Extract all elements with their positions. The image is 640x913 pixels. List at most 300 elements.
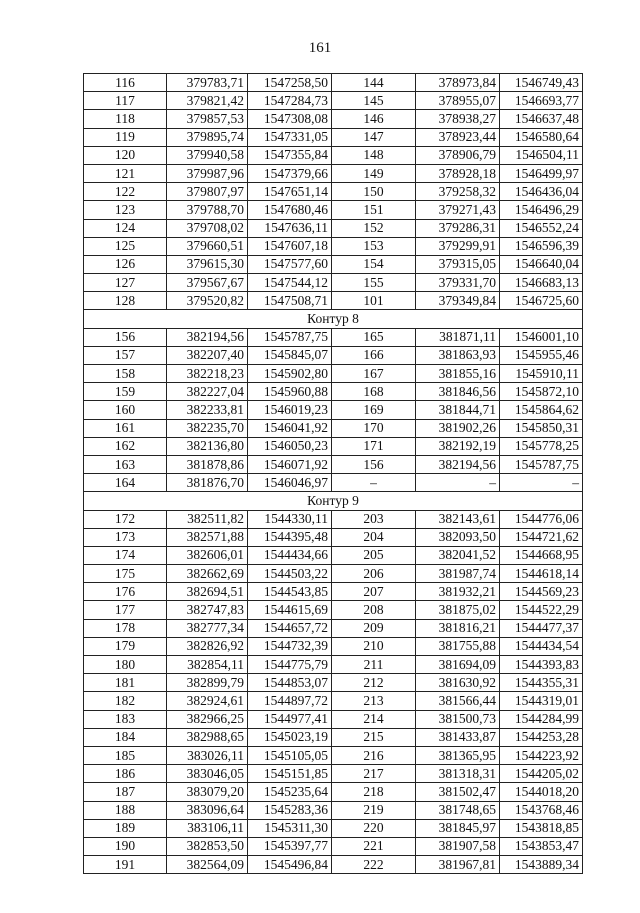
point-number-cell: 119: [84, 128, 167, 146]
x-coordinate-cell: 379286,31: [416, 219, 500, 237]
y-coordinate-cell: 1544223,92: [500, 746, 583, 764]
table-row: [84, 255, 583, 273]
point-number-cell: 151: [332, 201, 416, 219]
x-coordinate-cell: 381748,65: [416, 801, 500, 819]
y-coordinate-cell: 1544393,83: [500, 656, 583, 674]
x-coordinate-cell: 382854,11: [167, 656, 248, 674]
table-row: [84, 510, 583, 528]
y-coordinate-cell: 1546749,43: [500, 74, 583, 92]
y-coordinate-cell: 1545955,46: [500, 346, 583, 364]
y-coordinate-cell: 1546504,11: [500, 146, 583, 164]
point-number-cell: 176: [84, 583, 167, 601]
y-coordinate-cell: 1545778,25: [500, 437, 583, 455]
y-coordinate-cell: 1544618,14: [500, 565, 583, 583]
y-coordinate-cell: 1544395,48: [248, 528, 332, 546]
x-coordinate-cell: 382564,09: [167, 856, 248, 874]
x-coordinate-cell: 381967,81: [416, 856, 500, 874]
y-coordinate-cell: 1544330,11: [248, 510, 332, 528]
coordinates-table: [83, 73, 583, 874]
table-row: [84, 837, 583, 855]
y-coordinate-cell: 1546640,04: [500, 255, 583, 273]
y-coordinate-cell: 1545496,84: [248, 856, 332, 874]
y-coordinate-cell: 1546637,48: [500, 110, 583, 128]
x-coordinate-cell: 378923,44: [416, 128, 500, 146]
x-coordinate-cell: 379821,42: [167, 92, 248, 110]
point-number-cell: 177: [84, 601, 167, 619]
y-coordinate-cell: 1544615,69: [248, 601, 332, 619]
point-number-cell: 126: [84, 255, 167, 273]
point-number-cell: 205: [332, 546, 416, 564]
x-coordinate-cell: 381566,44: [416, 692, 500, 710]
x-coordinate-cell: 382777,34: [167, 619, 248, 637]
y-coordinate-cell: 1544775,79: [248, 656, 332, 674]
x-coordinate-cell: 382826,92: [167, 637, 248, 655]
table-row: [84, 601, 583, 619]
y-coordinate-cell: 1544776,06: [500, 510, 583, 528]
y-coordinate-cell: 1545283,36: [248, 801, 332, 819]
y-coordinate-cell: 1544503,22: [248, 565, 332, 583]
point-number-cell: 206: [332, 565, 416, 583]
point-number-cell: 182: [84, 692, 167, 710]
point-number-cell: 222: [332, 856, 416, 874]
point-number-cell: 187: [84, 783, 167, 801]
x-coordinate-cell: 379660,51: [167, 237, 248, 255]
point-number-cell: 212: [332, 674, 416, 692]
table-row: [84, 728, 583, 746]
table-row: [84, 656, 583, 674]
y-coordinate-cell: 1546596,39: [500, 237, 583, 255]
point-number-cell: 174: [84, 546, 167, 564]
x-coordinate-cell: 382194,56: [416, 455, 500, 473]
y-coordinate-cell: –: [500, 474, 583, 492]
x-coordinate-cell: 381694,09: [416, 656, 500, 674]
x-coordinate-cell: 383046,05: [167, 765, 248, 783]
y-coordinate-cell: 1545872,10: [500, 383, 583, 401]
point-number-cell: 154: [332, 255, 416, 273]
point-number-cell: 170: [332, 419, 416, 437]
x-coordinate-cell: 379895,74: [167, 128, 248, 146]
y-coordinate-cell: 1545902,80: [248, 365, 332, 383]
y-coordinate-cell: 1546019,23: [248, 401, 332, 419]
point-number-cell: 125: [84, 237, 167, 255]
x-coordinate-cell: 381932,21: [416, 583, 500, 601]
table-row: [84, 128, 583, 146]
point-number-cell: 213: [332, 692, 416, 710]
x-coordinate-cell: 379299,91: [416, 237, 500, 255]
point-number-cell: 178: [84, 619, 167, 637]
table-row: [84, 201, 583, 219]
y-coordinate-cell: 1543768,46: [500, 801, 583, 819]
table-row: [84, 164, 583, 182]
y-coordinate-cell: 1545023,19: [248, 728, 332, 746]
y-coordinate-cell: 1544543,85: [248, 583, 332, 601]
table-row: [84, 92, 583, 110]
point-number-cell: 146: [332, 110, 416, 128]
x-coordinate-cell: 383079,20: [167, 783, 248, 801]
x-coordinate-cell: 379783,71: [167, 74, 248, 92]
y-coordinate-cell: 1545787,75: [500, 455, 583, 473]
x-coordinate-cell: 381987,74: [416, 565, 500, 583]
point-number-cell: 158: [84, 365, 167, 383]
point-number-cell: 148: [332, 146, 416, 164]
x-coordinate-cell: 379857,53: [167, 110, 248, 128]
y-coordinate-cell: 1547636,11: [248, 219, 332, 237]
x-coordinate-cell: 382853,50: [167, 837, 248, 855]
coordinates-table-body: [84, 74, 583, 874]
table-row: [84, 692, 583, 710]
x-coordinate-cell: 382227,04: [167, 383, 248, 401]
y-coordinate-cell: 1544897,72: [248, 692, 332, 710]
table-row: [84, 292, 583, 310]
table-row: [84, 219, 583, 237]
x-coordinate-cell: 379940,58: [167, 146, 248, 164]
x-coordinate-cell: 379315,05: [416, 255, 500, 273]
point-number-cell: 214: [332, 710, 416, 728]
table-row: [84, 419, 583, 437]
x-coordinate-cell: 382235,70: [167, 419, 248, 437]
x-coordinate-cell: 379567,67: [167, 274, 248, 292]
y-coordinate-cell: 1545105,05: [248, 746, 332, 764]
x-coordinate-cell: 383096,64: [167, 801, 248, 819]
y-coordinate-cell: 1544977,41: [248, 710, 332, 728]
x-coordinate-cell: 379258,32: [416, 183, 500, 201]
point-number-cell: 152: [332, 219, 416, 237]
y-coordinate-cell: 1546725,60: [500, 292, 583, 310]
x-coordinate-cell: 382233,81: [167, 401, 248, 419]
x-coordinate-cell: 382207,40: [167, 346, 248, 364]
table-row: [84, 783, 583, 801]
x-coordinate-cell: 381845,97: [416, 819, 500, 837]
y-coordinate-cell: 1546693,77: [500, 92, 583, 110]
y-coordinate-cell: 1545151,85: [248, 765, 332, 783]
table-row: [84, 856, 583, 874]
point-number-cell: 122: [84, 183, 167, 201]
x-coordinate-cell: 381500,73: [416, 710, 500, 728]
y-coordinate-cell: 1547544,12: [248, 274, 332, 292]
y-coordinate-cell: 1545397,77: [248, 837, 332, 855]
y-coordinate-cell: 1544569,23: [500, 583, 583, 601]
table-row: [84, 546, 583, 564]
point-number-cell: 220: [332, 819, 416, 837]
table-row: [84, 565, 583, 583]
table-row: [84, 619, 583, 637]
x-coordinate-cell: –: [416, 474, 500, 492]
y-coordinate-cell: 1546050,23: [248, 437, 332, 455]
x-coordinate-cell: 381871,11: [416, 328, 500, 346]
x-coordinate-cell: 381855,16: [416, 365, 500, 383]
y-coordinate-cell: 1546046,97: [248, 474, 332, 492]
y-coordinate-cell: 1544434,66: [248, 546, 332, 564]
point-number-cell: 175: [84, 565, 167, 583]
y-coordinate-cell: 1544853,07: [248, 674, 332, 692]
point-number-cell: 149: [332, 164, 416, 182]
x-coordinate-cell: 379708,02: [167, 219, 248, 237]
y-coordinate-cell: 1547284,73: [248, 92, 332, 110]
x-coordinate-cell: 379271,43: [416, 201, 500, 219]
table-row: [84, 710, 583, 728]
y-coordinate-cell: 1547680,46: [248, 201, 332, 219]
table-row: [84, 674, 583, 692]
point-number-cell: 117: [84, 92, 167, 110]
y-coordinate-cell: 1544721,62: [500, 528, 583, 546]
y-coordinate-cell: 1547308,08: [248, 110, 332, 128]
point-number-cell: 157: [84, 346, 167, 364]
y-coordinate-cell: 1546552,24: [500, 219, 583, 237]
table-row: [84, 328, 583, 346]
point-number-cell: 127: [84, 274, 167, 292]
x-coordinate-cell: 378955,07: [416, 92, 500, 110]
point-number-cell: 160: [84, 401, 167, 419]
point-number-cell: 153: [332, 237, 416, 255]
point-number-cell: 188: [84, 801, 167, 819]
y-coordinate-cell: 1545864,62: [500, 401, 583, 419]
x-coordinate-cell: 378973,84: [416, 74, 500, 92]
x-coordinate-cell: 381630,92: [416, 674, 500, 692]
table-row: [84, 110, 583, 128]
point-number-cell: 101: [332, 292, 416, 310]
x-coordinate-cell: 378928,18: [416, 164, 500, 182]
x-coordinate-cell: 382143,61: [416, 510, 500, 528]
x-coordinate-cell: 382924,61: [167, 692, 248, 710]
point-number-cell: 209: [332, 619, 416, 637]
table-row: [84, 365, 583, 383]
point-number-cell: 219: [332, 801, 416, 819]
point-number-cell: –: [332, 474, 416, 492]
y-coordinate-cell: 1545311,30: [248, 819, 332, 837]
y-coordinate-cell: 1547508,71: [248, 292, 332, 310]
point-number-cell: 208: [332, 601, 416, 619]
x-coordinate-cell: 382899,79: [167, 674, 248, 692]
y-coordinate-cell: 1545787,75: [248, 328, 332, 346]
x-coordinate-cell: 382218,23: [167, 365, 248, 383]
table-row: [84, 583, 583, 601]
x-coordinate-cell: 382988,65: [167, 728, 248, 746]
x-coordinate-cell: 381318,31: [416, 765, 500, 783]
point-number-cell: 216: [332, 746, 416, 764]
x-coordinate-cell: 382192,19: [416, 437, 500, 455]
point-number-cell: 173: [84, 528, 167, 546]
point-number-cell: 121: [84, 164, 167, 182]
table-row: [84, 528, 583, 546]
x-coordinate-cell: 382966,25: [167, 710, 248, 728]
point-number-cell: 147: [332, 128, 416, 146]
x-coordinate-cell: 381846,56: [416, 383, 500, 401]
x-coordinate-cell: 381878,86: [167, 455, 248, 473]
x-coordinate-cell: 382694,51: [167, 583, 248, 601]
y-coordinate-cell: 1544355,31: [500, 674, 583, 692]
table-row: [84, 237, 583, 255]
y-coordinate-cell: 1546071,92: [248, 455, 332, 473]
y-coordinate-cell: 1545845,07: [248, 346, 332, 364]
point-number-cell: 123: [84, 201, 167, 219]
y-coordinate-cell: 1545910,11: [500, 365, 583, 383]
table-row: [84, 474, 583, 492]
y-coordinate-cell: 1547331,05: [248, 128, 332, 146]
table-row: [84, 183, 583, 201]
y-coordinate-cell: 1544522,29: [500, 601, 583, 619]
y-coordinate-cell: 1546001,10: [500, 328, 583, 346]
point-number-cell: 118: [84, 110, 167, 128]
y-coordinate-cell: 1547607,18: [248, 237, 332, 255]
x-coordinate-cell: 381755,88: [416, 637, 500, 655]
point-number-cell: 166: [332, 346, 416, 364]
table-row: [84, 383, 583, 401]
point-number-cell: 172: [84, 510, 167, 528]
y-coordinate-cell: 1547651,14: [248, 183, 332, 201]
point-number-cell: 211: [332, 656, 416, 674]
table-row: [84, 819, 583, 837]
y-coordinate-cell: 1546580,64: [500, 128, 583, 146]
point-number-cell: 181: [84, 674, 167, 692]
point-number-cell: 161: [84, 419, 167, 437]
y-coordinate-cell: 1547379,66: [248, 164, 332, 182]
table-row: [84, 765, 583, 783]
point-number-cell: 116: [84, 74, 167, 92]
x-coordinate-cell: 379807,97: [167, 183, 248, 201]
x-coordinate-cell: 381875,02: [416, 601, 500, 619]
y-coordinate-cell: 1544657,72: [248, 619, 332, 637]
x-coordinate-cell: 381863,93: [416, 346, 500, 364]
point-number-cell: 120: [84, 146, 167, 164]
point-number-cell: 156: [332, 455, 416, 473]
table-row: [84, 346, 583, 364]
x-coordinate-cell: 382747,83: [167, 601, 248, 619]
x-coordinate-cell: 382194,56: [167, 328, 248, 346]
point-number-cell: 124: [84, 219, 167, 237]
x-coordinate-cell: 379615,30: [167, 255, 248, 273]
point-number-cell: 217: [332, 765, 416, 783]
y-coordinate-cell: 1544668,95: [500, 546, 583, 564]
x-coordinate-cell: 383026,11: [167, 746, 248, 764]
x-coordinate-cell: 381844,71: [416, 401, 500, 419]
y-coordinate-cell: 1544284,99: [500, 710, 583, 728]
x-coordinate-cell: 381365,95: [416, 746, 500, 764]
y-coordinate-cell: 1545235,64: [248, 783, 332, 801]
y-coordinate-cell: 1544434,54: [500, 637, 583, 655]
table-row: [84, 437, 583, 455]
x-coordinate-cell: 383106,11: [167, 819, 248, 837]
y-coordinate-cell: 1544253,28: [500, 728, 583, 746]
point-number-cell: 179: [84, 637, 167, 655]
point-number-cell: 180: [84, 656, 167, 674]
y-coordinate-cell: 1546041,92: [248, 419, 332, 437]
y-coordinate-cell: 1544018,20: [500, 783, 583, 801]
y-coordinate-cell: 1546436,04: [500, 183, 583, 201]
point-number-cell: 165: [332, 328, 416, 346]
x-coordinate-cell: 382093,50: [416, 528, 500, 546]
y-coordinate-cell: 1544732,39: [248, 637, 332, 655]
x-coordinate-cell: 382571,88: [167, 528, 248, 546]
y-coordinate-cell: 1547355,84: [248, 146, 332, 164]
x-coordinate-cell: 381433,87: [416, 728, 500, 746]
point-number-cell: 186: [84, 765, 167, 783]
y-coordinate-cell: 1546499,97: [500, 164, 583, 182]
table-row: [84, 637, 583, 655]
point-number-cell: 204: [332, 528, 416, 546]
x-coordinate-cell: 381816,21: [416, 619, 500, 637]
point-number-cell: 156: [84, 328, 167, 346]
section-title: Контур 9: [84, 492, 583, 510]
point-number-cell: 150: [332, 183, 416, 201]
x-coordinate-cell: 379788,70: [167, 201, 248, 219]
point-number-cell: 189: [84, 819, 167, 837]
y-coordinate-cell: 1543889,34: [500, 856, 583, 874]
section-header-row: [84, 492, 583, 510]
x-coordinate-cell: 379987,96: [167, 164, 248, 182]
table-row: [84, 74, 583, 92]
x-coordinate-cell: 381876,70: [167, 474, 248, 492]
y-coordinate-cell: 1544205,02: [500, 765, 583, 783]
point-number-cell: 169: [332, 401, 416, 419]
x-coordinate-cell: 382511,82: [167, 510, 248, 528]
point-number-cell: 185: [84, 746, 167, 764]
table-row: [84, 146, 583, 164]
point-number-cell: 218: [332, 783, 416, 801]
point-number-cell: 145: [332, 92, 416, 110]
point-number-cell: 183: [84, 710, 167, 728]
x-coordinate-cell: 379349,84: [416, 292, 500, 310]
point-number-cell: 190: [84, 837, 167, 855]
point-number-cell: 162: [84, 437, 167, 455]
point-number-cell: 159: [84, 383, 167, 401]
x-coordinate-cell: 382041,52: [416, 546, 500, 564]
y-coordinate-cell: 1544319,01: [500, 692, 583, 710]
y-coordinate-cell: 1543853,47: [500, 837, 583, 855]
section-title: Контур 8: [84, 310, 583, 328]
x-coordinate-cell: 378938,27: [416, 110, 500, 128]
x-coordinate-cell: 381907,58: [416, 837, 500, 855]
x-coordinate-cell: 379331,70: [416, 274, 500, 292]
y-coordinate-cell: 1545850,31: [500, 419, 583, 437]
point-number-cell: 163: [84, 455, 167, 473]
table-row: [84, 801, 583, 819]
point-number-cell: 164: [84, 474, 167, 492]
x-coordinate-cell: 382662,69: [167, 565, 248, 583]
table-row: [84, 274, 583, 292]
point-number-cell: 155: [332, 274, 416, 292]
page-number: 161: [308, 40, 332, 56]
y-coordinate-cell: 1546683,13: [500, 274, 583, 292]
y-coordinate-cell: 1545960,88: [248, 383, 332, 401]
table-row: [84, 401, 583, 419]
x-coordinate-cell: 382606,01: [167, 546, 248, 564]
table-row: [84, 746, 583, 764]
x-coordinate-cell: 379520,82: [167, 292, 248, 310]
point-number-cell: 184: [84, 728, 167, 746]
table-row: [84, 455, 583, 473]
x-coordinate-cell: 381902,26: [416, 419, 500, 437]
y-coordinate-cell: 1547258,50: [248, 74, 332, 92]
x-coordinate-cell: 378906,79: [416, 146, 500, 164]
y-coordinate-cell: 1546496,29: [500, 201, 583, 219]
point-number-cell: 167: [332, 365, 416, 383]
y-coordinate-cell: 1544477,37: [500, 619, 583, 637]
point-number-cell: 144: [332, 74, 416, 92]
y-coordinate-cell: 1547577,60: [248, 255, 332, 273]
point-number-cell: 203: [332, 510, 416, 528]
x-coordinate-cell: 382136,80: [167, 437, 248, 455]
point-number-cell: 171: [332, 437, 416, 455]
point-number-cell: 191: [84, 856, 167, 874]
section-header-row: [84, 310, 583, 328]
point-number-cell: 215: [332, 728, 416, 746]
point-number-cell: 128: [84, 292, 167, 310]
point-number-cell: 221: [332, 837, 416, 855]
point-number-cell: 168: [332, 383, 416, 401]
y-coordinate-cell: 1543818,85: [500, 819, 583, 837]
x-coordinate-cell: 381502,47: [416, 783, 500, 801]
point-number-cell: 207: [332, 583, 416, 601]
